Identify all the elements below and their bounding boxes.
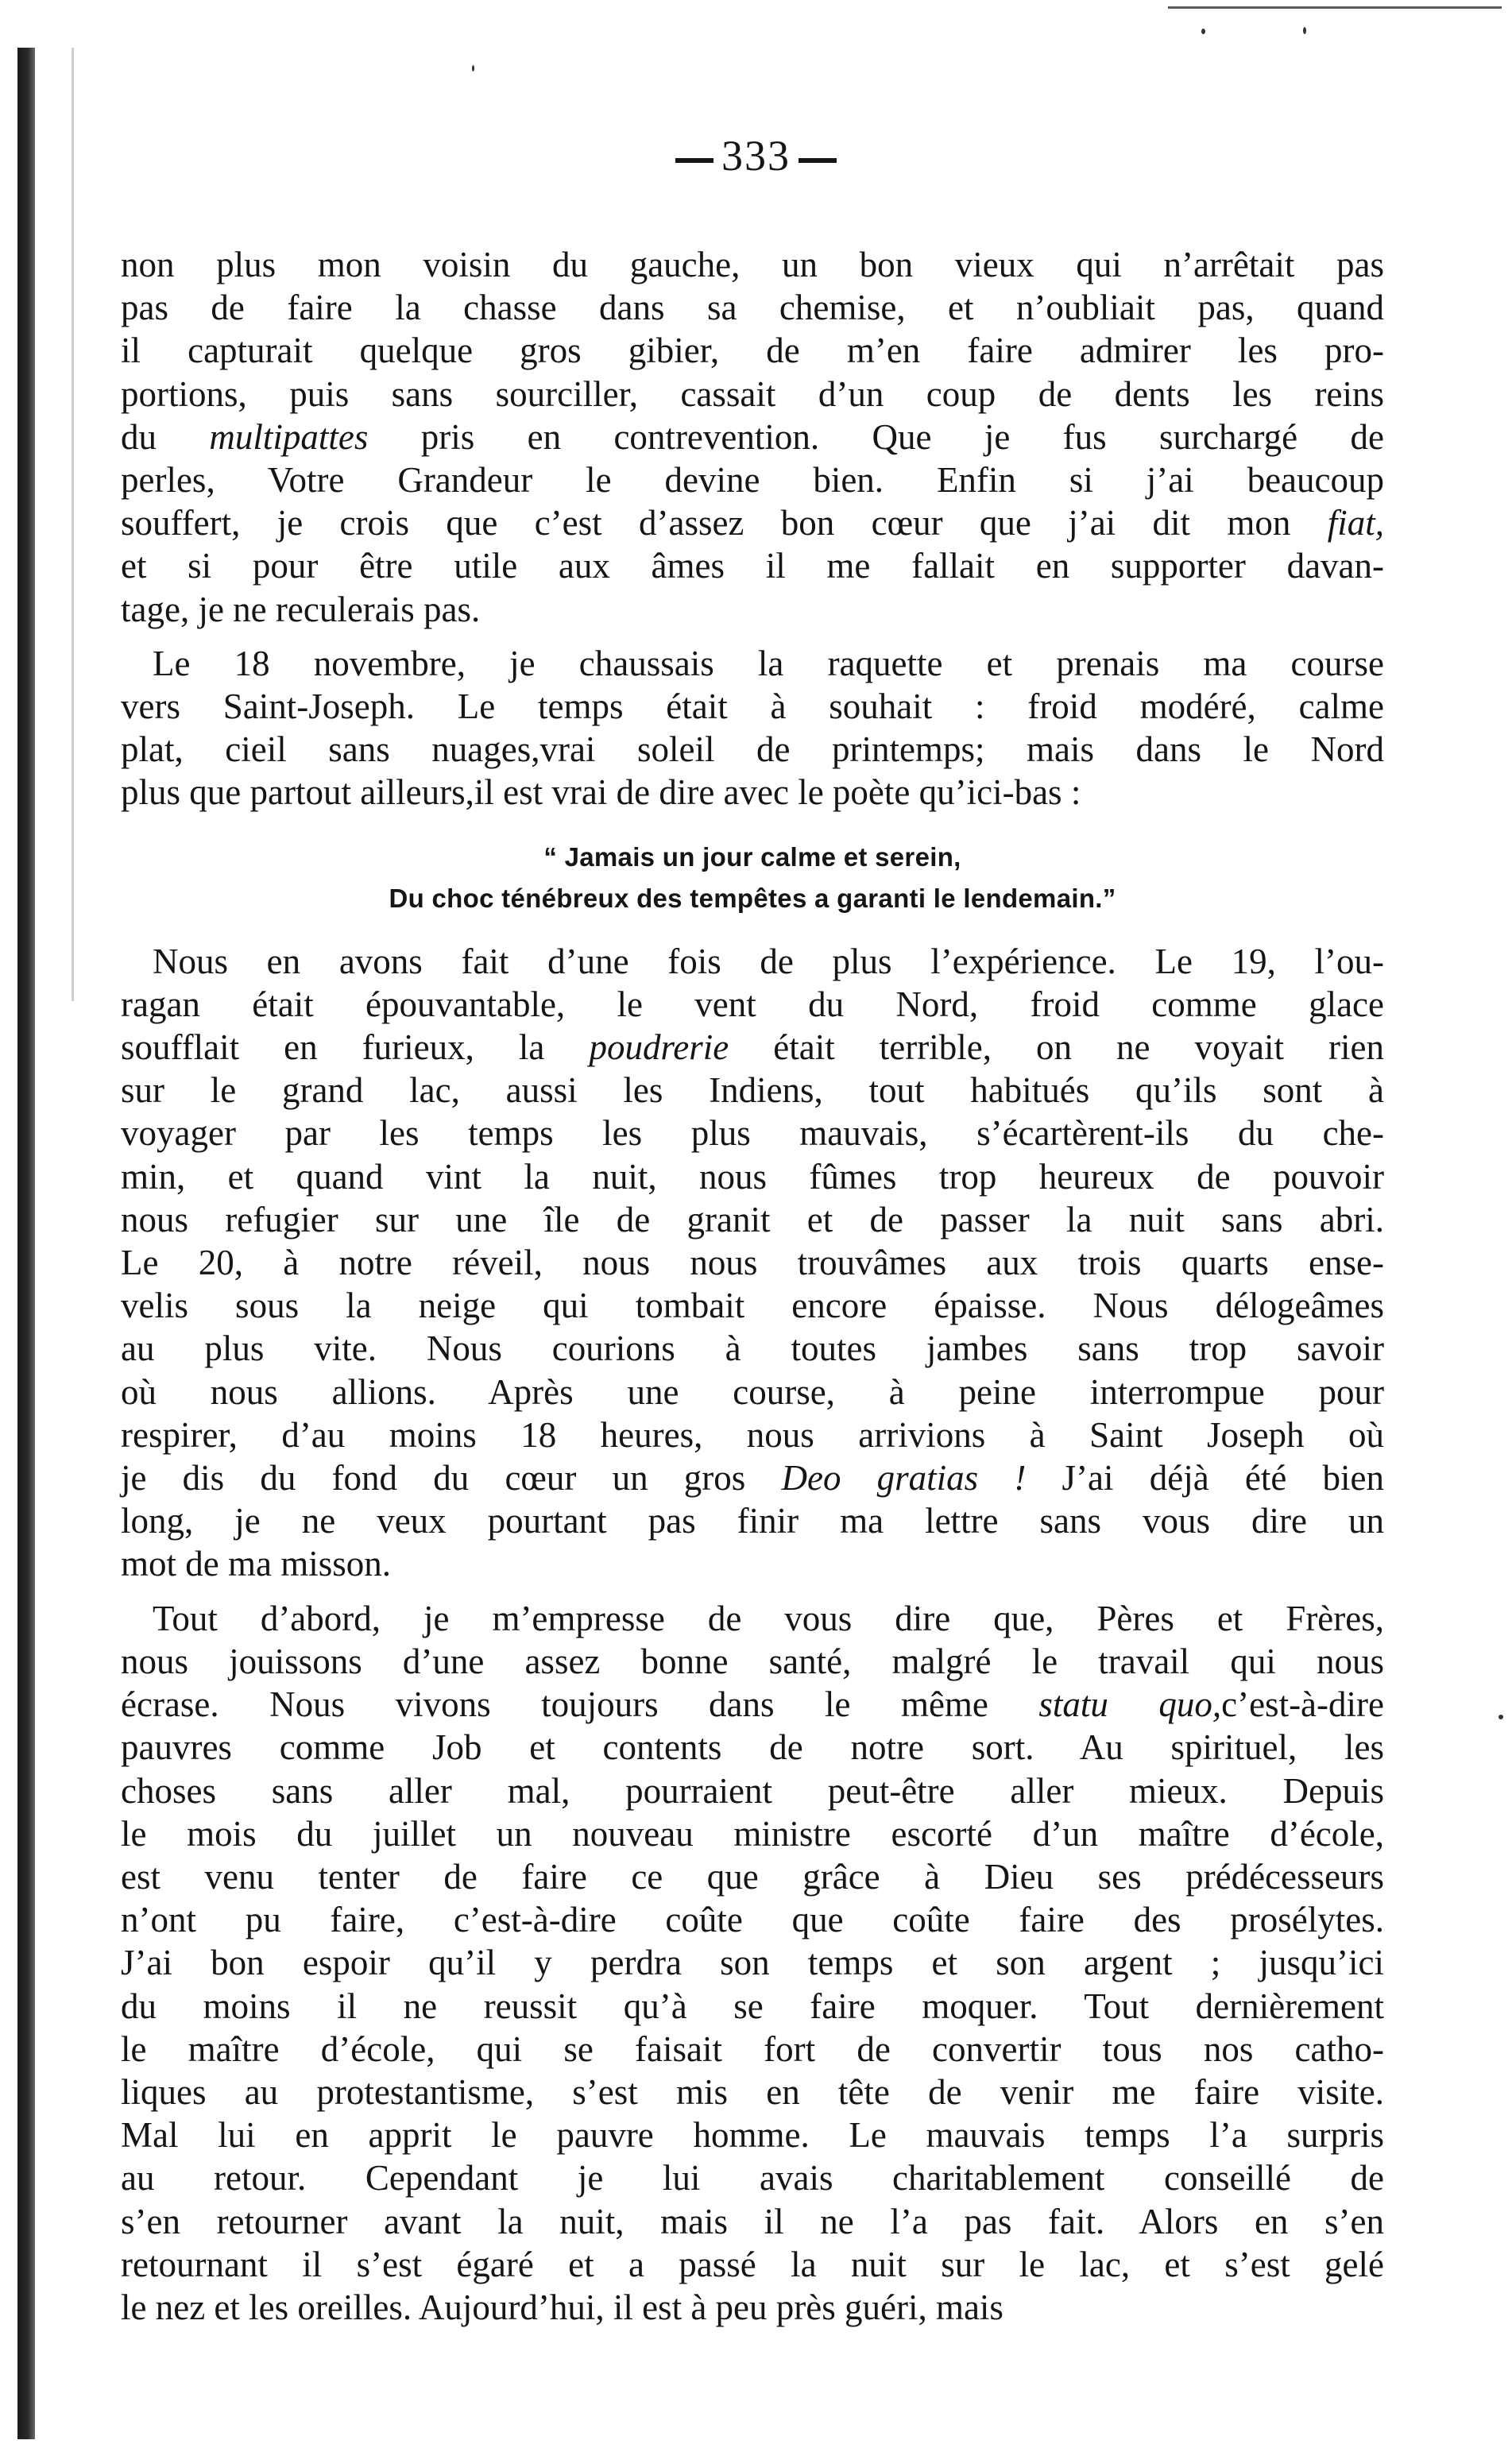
italic-term: poudrerie (589, 1027, 729, 1068)
scan-speck (1201, 29, 1205, 34)
text-line: souffert, je crois que c’est d’assez bon cœur que j’ai dit mon fiat, (121, 503, 1384, 543)
page-number-header (0, 132, 1512, 180)
quote-line-2: Du choc ténébreux des tempêtes a garanti le lendemain.” (389, 883, 1116, 913)
text-line: et si pour être utile aux âmes il me fallait en supporter davan- (121, 546, 1384, 586)
text-line: il capturait quelque gros gibier, de m’en faire admirer les pro- (121, 331, 1384, 371)
scan-top-rule (1168, 6, 1502, 9)
text-line: respirer, d’au moins 18 heures, nous arrivions à Saint Joseph où (121, 1414, 1384, 1455)
paragraph-gap (121, 631, 1384, 642)
text-line: retournant il s’est égaré et a passé la nuit sur le lac, et s’est gelé (121, 2244, 1384, 2284)
quote-line-1: “ Jamais un jour calme et serein, (543, 841, 961, 872)
text-line: s’en retourner avant la nuit, mais il ne l’a pas fait. Alors en s’en (121, 2201, 1384, 2241)
text-line: long, je ne veux pourtant pas finir ma lettre sans vous dire un (121, 1501, 1384, 1541)
text-line: n’ont pu faire, c’est-à-dire coûte que coûte faire des prosélytes. (121, 1900, 1384, 1940)
text-line: liques au protestantisme, s’est mis en tête de venir me faire visite. (121, 2071, 1384, 2112)
text-line: Le 18 novembre, je chaussais la raquette et prenais ma course (153, 643, 1384, 683)
text-line: nous refugier sur une île de granit et de passer la nuit sans abri. (121, 1199, 1384, 1239)
header-dash-right (799, 158, 837, 163)
text-line: est venu tenter de faire ce que grâce à Dieu ses prédécesseurs (121, 1856, 1384, 1897)
text-line: où nous allions. Après une course, à peine interrompue pour (121, 1371, 1384, 1412)
paragraphs-before-quote (121, 243, 1384, 814)
paragraphs-after-quote (121, 940, 1384, 2330)
text-line: le maître d’école, qui se faisait fort de convertir tous nos catho- (121, 2028, 1384, 2069)
text-line: je dis du fond du cœur un gros Deo gratias ! J’ai déjà été bien (121, 1458, 1384, 1499)
scan-speck (1303, 27, 1306, 34)
text-line: vers Saint-Joseph. Le temps était à souhait : froid modéré, calme (121, 686, 1384, 727)
text-line: soufflait en furieux, la poudrerie était terrible, on ne voyait rien (121, 1027, 1384, 1068)
text-line: écrase. Nous vivons toujours dans le même statu quo,c’est-à-dire (121, 1684, 1384, 1725)
text-line: plat, cieil sans nuages,vrai soleil de printemps; mais dans le Nord (121, 729, 1384, 770)
text-line: au plus vite. Nous courions à toutes jambes sans trop savoir (121, 1328, 1384, 1369)
text-line: velis sous la neige qui tombait encore épaisse. Nous délogeâmes (121, 1286, 1384, 1326)
text-line: choses sans aller mal, pourraient peut-être aller mieux. Depuis (121, 1770, 1384, 1811)
text-line: Mal lui en apprit le pauvre homme. Le mauvais temps l’a surpris (121, 2115, 1384, 2156)
text-line: au retour. Cependant je lui avais charitablement conseillé de (121, 2158, 1384, 2199)
text-line: perles, Votre Grandeur le devine bien. Enfin si j’ai beaucoup (121, 460, 1384, 501)
text-line: Nous en avons fait d’une fois de plus l’expérience. Le 19, l’ou- (153, 941, 1384, 981)
text-line: mot de ma misson. (121, 1544, 391, 1584)
text-line: min, et quand vint la nuit, nous fûmes trop heureux de pouvoir (121, 1156, 1384, 1197)
text-line: nous jouissons d’une assez bonne santé, malgré le travail qui nous (121, 1641, 1384, 1681)
verse-quotation (121, 837, 1384, 919)
scan-speck (472, 65, 474, 72)
text-line: sur le grand lac, aussi les Indiens, tout habitués qu’ils sont à (121, 1070, 1384, 1111)
text-line: pauvres comme Job et contents de notre sort. Au spirituel, les (121, 1727, 1384, 1768)
italic-term: Deo gratias ! (781, 1458, 1027, 1499)
text-line: J’ai bon espoir qu’il y perdra son temps et son argent ; jusqu’ici (121, 1943, 1384, 1983)
text-line: ragan était épouvantable, le vent du Nord, froid comme glace (121, 984, 1384, 1024)
scan-gutter-line (72, 48, 74, 1001)
text-line: voyager par les temps les plus mauvais, s’écartèrent-ils du che- (121, 1113, 1384, 1154)
italic-term: statu quo, (1038, 1684, 1222, 1725)
text-line: plus que partout ailleurs,il est vrai de dire avec le poète qu’ici-bas : (121, 772, 1081, 813)
header-dash-left (675, 158, 713, 163)
italic-term: multipattes (209, 416, 369, 457)
page-number: 333 (721, 132, 791, 180)
text-line: Tout d’abord, je m’empresse de vous dire que, Pères et Frères, (153, 1598, 1384, 1638)
text-line: non plus mon voisin du gauche, un bon vieux qui n’arrêtait pas (121, 245, 1384, 284)
italic-term: fiat, (1327, 503, 1384, 543)
text-line: le nez et les oreilles. Aujourd’hui, il est à peu près guéri, mais (121, 2287, 1003, 2327)
text-line: portions, puis sans sourciller, cassait d’un coup de dents les reins (121, 373, 1384, 414)
scan-binding-shadow (17, 48, 35, 2439)
text-line: le mois du juillet un nouveau ministre escorté d’un maître d’école, (121, 1813, 1384, 1854)
scan-speck (1498, 1715, 1503, 1719)
text-line: du multipattes pris en contrevention. Que je fus surchargé de (121, 416, 1384, 457)
paragraph-gap (121, 1586, 1384, 1597)
text-line: tage, je ne reculerais pas. (121, 589, 481, 629)
text-line: pas de faire la chasse dans sa chemise, et n’oubliait pas, quand (121, 288, 1384, 328)
text-line: Le 20, à notre réveil, nous nous trouvâmes aux trois quarts ense- (121, 1243, 1384, 1283)
body-text (121, 243, 1384, 2329)
text-line: du moins il ne reussit qu’à se faire moquer. Tout dernièrement (121, 1986, 1384, 2026)
